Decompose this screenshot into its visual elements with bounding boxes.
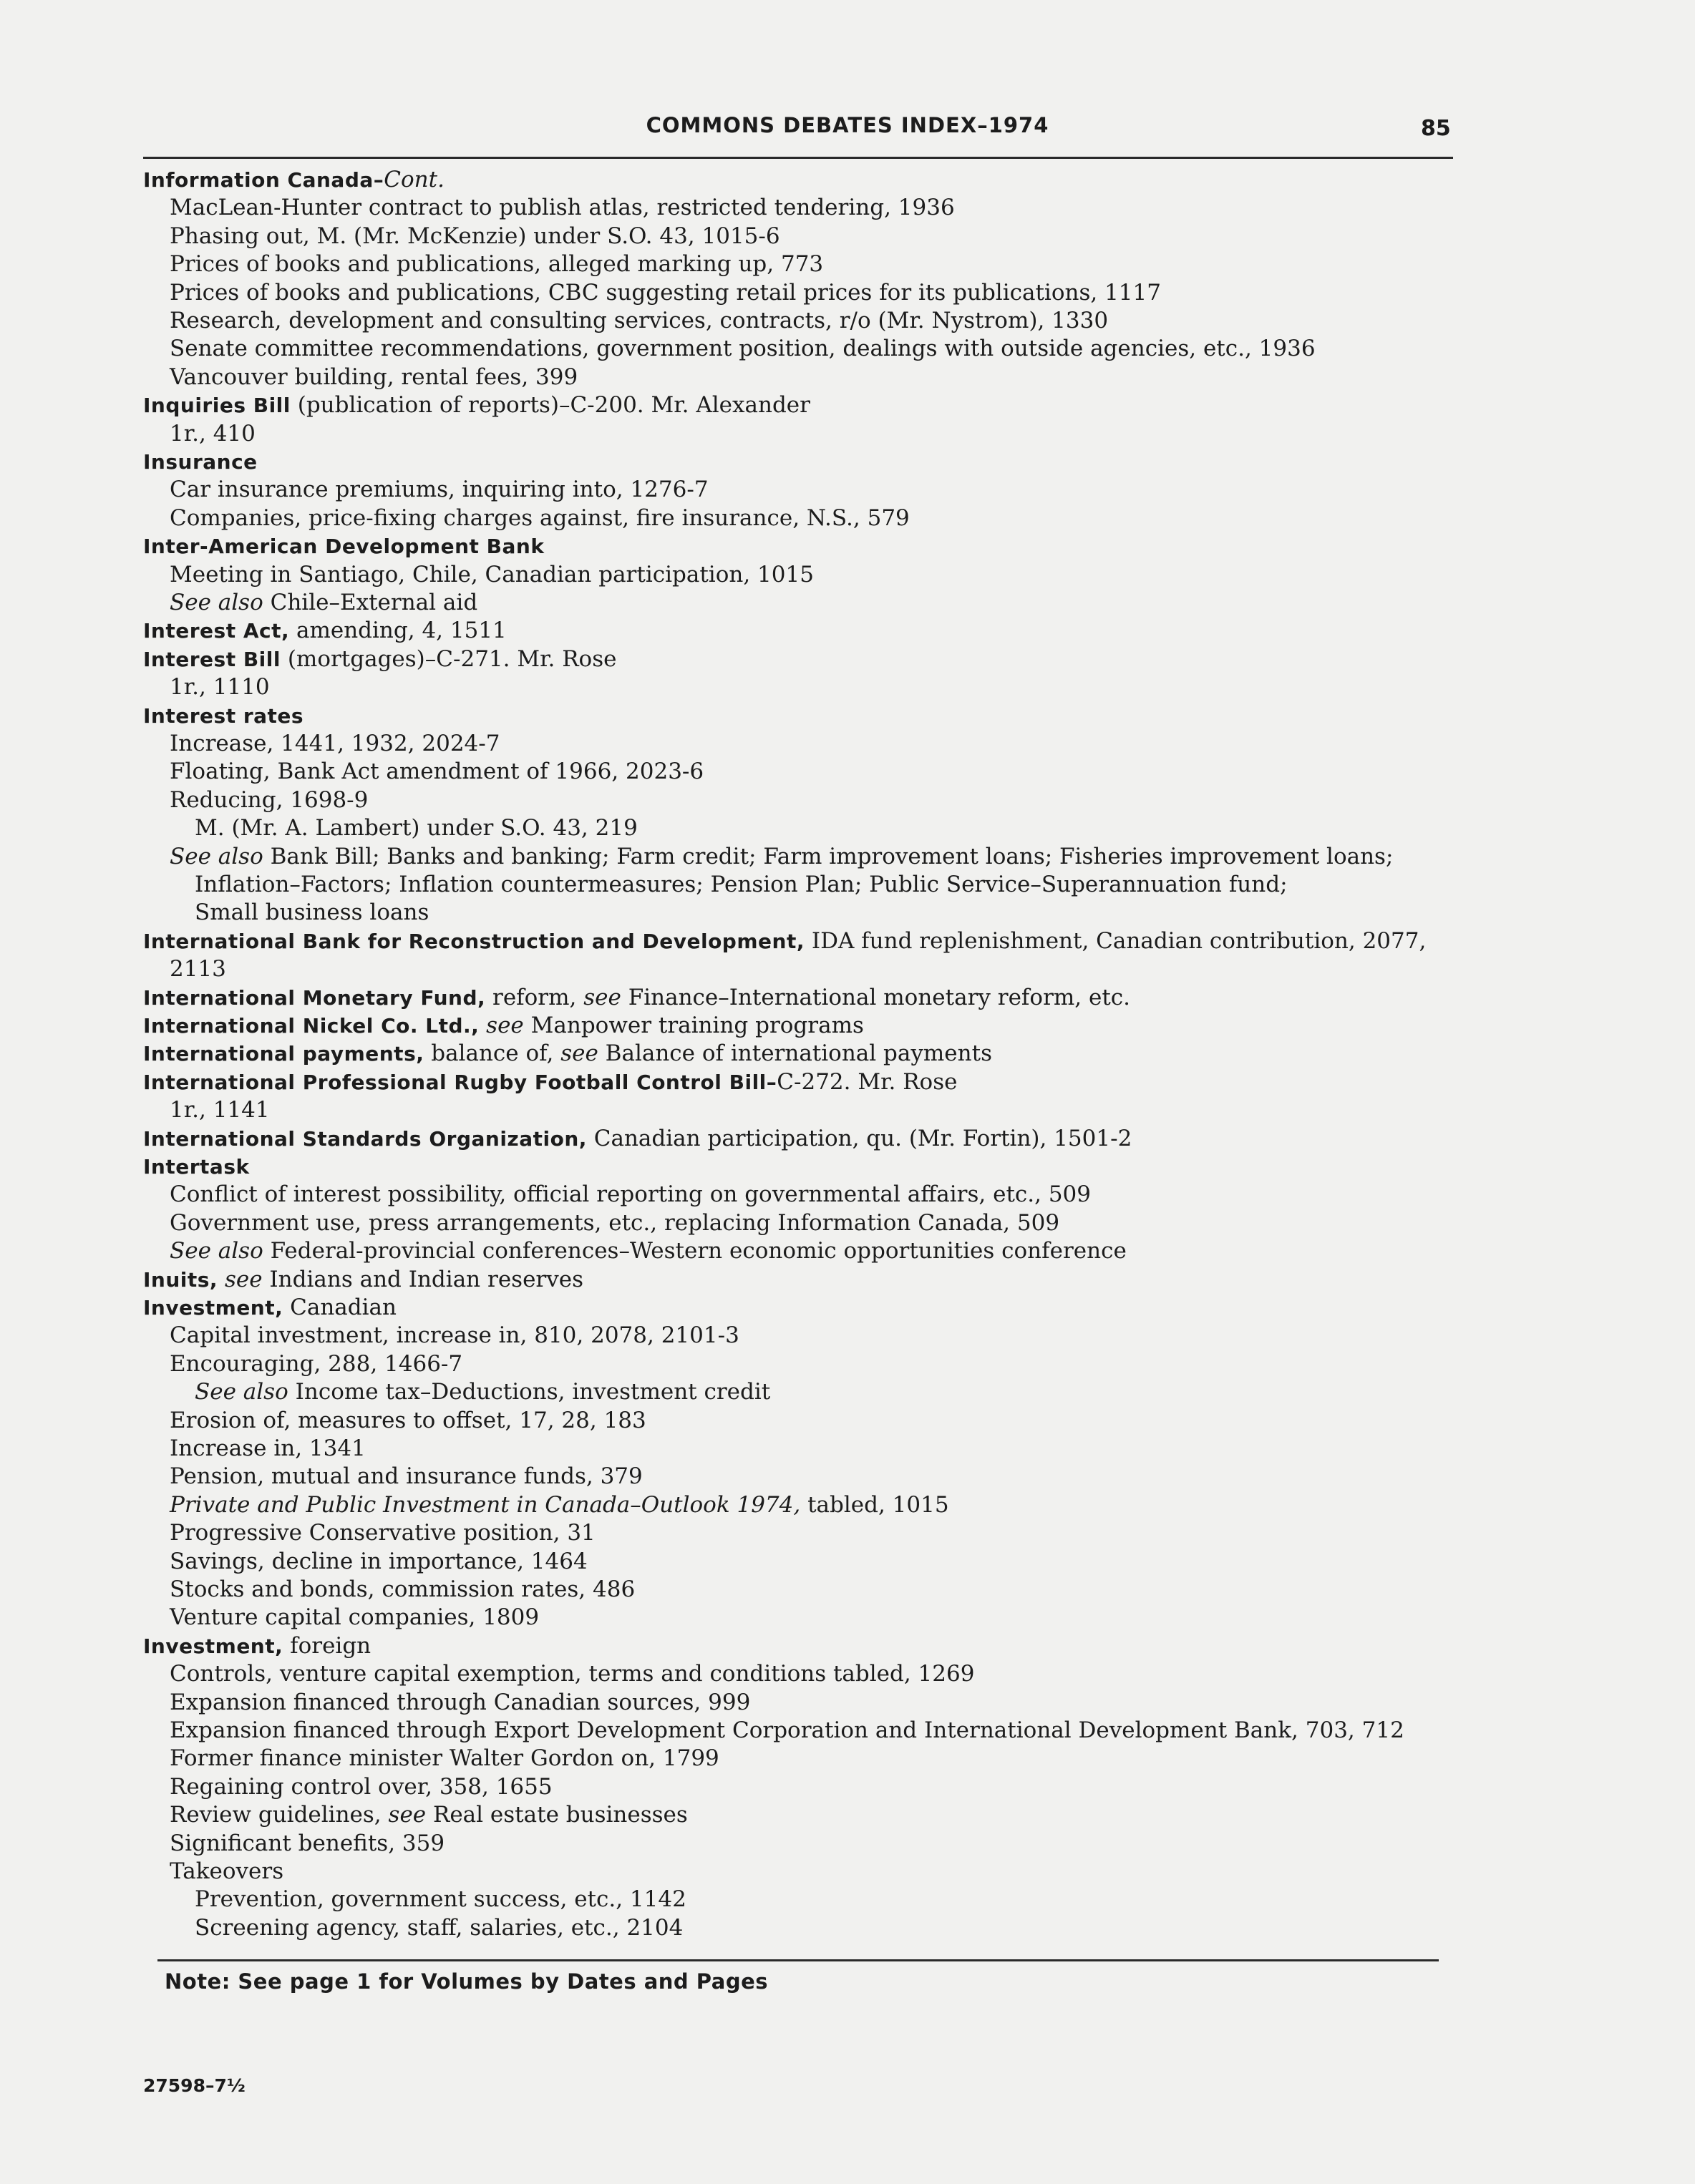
entry-text: Phasing out, M. (Mr. McKenzie) under S.O. 43, 1015-6 xyxy=(170,223,780,249)
index-line xyxy=(170,1237,1127,1265)
entry-text: Encouraging, 288, 1466-7 xyxy=(170,1350,463,1377)
entry-text: Regaining control over, 358, 1655 xyxy=(170,1773,553,1800)
entry-text: Canadian participation, qu. (Mr. Fortin), 1501-2 xyxy=(586,1125,1132,1151)
entry-heading: Inquiries Bill xyxy=(143,394,291,418)
entry-text: 2113 xyxy=(170,956,226,983)
index-line xyxy=(170,1407,646,1435)
entry-text: Screening agency, staff, salaries, etc., 2104 xyxy=(195,1914,684,1941)
index-line xyxy=(170,1322,739,1350)
entry-text: Manpower training programs xyxy=(523,1013,864,1038)
index-line xyxy=(143,1632,371,1660)
index-line xyxy=(143,1153,250,1181)
index-line xyxy=(170,1830,445,1858)
index-line xyxy=(170,673,270,701)
entry-text: Indians and Indian reserves xyxy=(262,1266,584,1292)
entry-text: amending, 4, 1511 xyxy=(289,618,507,644)
index-line xyxy=(170,1548,588,1576)
index-line xyxy=(143,391,810,419)
index-line xyxy=(170,955,226,983)
entry-text: Meeting in Santiago, Chile, Canadian participation, 1015 xyxy=(170,561,814,588)
entry-text: Prevention, government success, etc., 1142 xyxy=(195,1886,686,1913)
entry-text: Pension, mutual and insurance funds, 379 xyxy=(170,1463,643,1490)
index-line xyxy=(170,758,704,786)
italic-text: see xyxy=(560,1040,598,1067)
entry-text: Bank Bill; Banks and banking; Farm credit; Farm improvement loans; Fisheries improvement loans; xyxy=(263,843,1394,869)
entry-text: Floating, Bank Act amendment of 1966, 2023-6 xyxy=(170,759,704,785)
entry-text: Venture capital companies, 1809 xyxy=(170,1604,540,1631)
entry-heading: International Professional Rugby Football Control Bill– xyxy=(143,1070,777,1094)
entry-text: Review guidelines, xyxy=(170,1802,389,1828)
entry-text: Chile–External aid xyxy=(263,590,478,615)
index-line xyxy=(170,1745,719,1773)
entry-text: Real estate businesses xyxy=(426,1802,688,1828)
volumes-note: Note: See page 1 for Volumes by Dates and Pages xyxy=(165,1969,769,1994)
index-line xyxy=(170,307,1108,335)
entry-text: Conflict of interest possibility, official reporting on governmental affairs, etc., 509 xyxy=(170,1181,1091,1208)
entry-text: Research, development and consulting services, contracts, r/o (Mr. Nystrom), 1330 xyxy=(170,308,1109,333)
index-line xyxy=(170,194,955,222)
index-line xyxy=(143,532,544,560)
index-line xyxy=(170,504,910,532)
entry-text: Increase in, 1341 xyxy=(170,1435,366,1461)
entry-text: (publication of reports)–C-200. Mr. Alexander xyxy=(290,392,810,419)
entry-text: 1r., 1141 xyxy=(170,1097,270,1123)
index-line xyxy=(170,1576,635,1604)
index-line xyxy=(170,730,500,758)
entry-text: Inflation–Factors; Inflation countermeasures; Pension Plan; Public Service–Superannuation fund; xyxy=(195,872,1288,897)
entry-heading: Insurance xyxy=(143,450,258,474)
italic-text: see xyxy=(224,1266,263,1292)
entry-heading: Investment, xyxy=(143,1634,283,1658)
entry-text: Expansion financed through Export Development Corporation and International Development Bank, 703, 712 xyxy=(170,1717,1404,1743)
index-line xyxy=(143,645,616,673)
entry-text xyxy=(218,1267,225,1292)
index-line xyxy=(170,279,1161,307)
index-line xyxy=(170,843,1393,871)
index-line xyxy=(195,1378,770,1406)
entry-text: Income tax–Deductions, investment credit xyxy=(288,1379,771,1405)
entry-text: Savings, decline in importance, 1464 xyxy=(170,1548,588,1574)
index-line xyxy=(170,335,1316,363)
index-line xyxy=(143,1125,1132,1153)
entry-text: Increase, 1441, 1932, 2024-7 xyxy=(170,731,500,756)
page-number: 85 xyxy=(1421,116,1451,141)
index-line xyxy=(195,814,638,842)
index-line xyxy=(170,1096,270,1124)
index-line xyxy=(170,1181,1091,1209)
header-rule xyxy=(143,157,1453,159)
entry-text: Companies, price-fixing charges against, fire insurance, N.S., 579 xyxy=(170,504,910,531)
entry-text: Balance of international payments xyxy=(598,1040,992,1067)
index-line xyxy=(170,1519,596,1547)
entry-text: (mortgages)–C-271. Mr. Rose xyxy=(280,645,617,672)
entry-text: Federal-provincial conferences–Western economic opportunities conference xyxy=(263,1238,1127,1264)
index-line xyxy=(170,1858,283,1886)
entry-heading: Interest Bill xyxy=(143,647,281,671)
index-line xyxy=(143,166,445,194)
entry-heading: Interest rates xyxy=(143,703,304,728)
entry-text: Progressive Conservative position, 31 xyxy=(170,1520,596,1546)
entry-text: IDA fund replenishment, Canadian contribution, 2077, xyxy=(804,927,1427,954)
italic-text: Cont. xyxy=(384,167,445,192)
entry-text: Controls, venture capital exemption, terms and conditions tabled, 1269 xyxy=(170,1661,975,1687)
entry-text: M. (Mr. A. Lambert) under S.O. 43, 219 xyxy=(195,815,638,842)
entry-text: Finance–International monetary reform, etc. xyxy=(621,984,1131,1010)
italic-text: See also xyxy=(170,1238,263,1264)
index-line xyxy=(170,1435,366,1463)
index-line xyxy=(170,223,780,250)
index-line xyxy=(170,786,368,814)
index-line xyxy=(195,1886,686,1914)
index-line xyxy=(195,899,429,927)
index-line xyxy=(170,1604,539,1632)
entry-text: Significant benefits, 359 xyxy=(170,1830,445,1856)
entry-text: 1r., 410 xyxy=(170,420,256,447)
index-line xyxy=(170,364,578,391)
index-line xyxy=(170,1463,643,1491)
index-line xyxy=(170,1209,1059,1237)
entry-heading: International Monetary Fund, xyxy=(143,985,486,1010)
entry-heading: Intertask xyxy=(143,1155,250,1179)
italic-text: Private and Public Investment in Canada–Outlook 1974, xyxy=(170,1491,801,1518)
index-line xyxy=(143,1068,957,1096)
index-line xyxy=(143,1266,583,1294)
entry-text: 1r., 1110 xyxy=(170,674,270,701)
entry-text: Vancouver building, rental fees, 399 xyxy=(170,364,578,390)
entry-heading: International payments, xyxy=(143,1042,424,1066)
entry-text: Prices of books and publications, CBC suggesting retail prices for its publications, 1117 xyxy=(170,279,1161,306)
index-line xyxy=(170,1717,1404,1745)
entry-text: Small business loans xyxy=(195,900,429,926)
index-line xyxy=(195,1914,683,1942)
italic-text: See also xyxy=(195,1379,288,1405)
entry-heading: Investment, xyxy=(143,1296,283,1320)
entry-text: foreign xyxy=(283,1632,371,1659)
entry-heading: Inter-American Development Bank xyxy=(143,535,545,559)
entry-text: Takeovers xyxy=(170,1858,284,1884)
entry-text: Car insurance premiums, inquiring into, 1276-7 xyxy=(170,477,709,503)
entry-text: Government use, press arrangements, etc., replacing Information Canada, 509 xyxy=(170,1209,1060,1236)
index-line xyxy=(143,927,1426,955)
italic-text: see xyxy=(388,1802,427,1828)
index-line xyxy=(170,1660,974,1688)
index-line xyxy=(195,871,1288,899)
entry-heading: International Nickel Co. Ltd., xyxy=(143,1014,480,1038)
entry-heading: Information Canada– xyxy=(143,168,384,192)
index-line xyxy=(143,1294,397,1322)
entry-text: Stocks and bonds, commission rates, 486 xyxy=(170,1576,636,1602)
entry-heading: Inuits, xyxy=(143,1267,218,1292)
index-line xyxy=(143,617,507,645)
entry-text: Senate committee recommendations, government position, dealings with outside agencies, etc., 1936 xyxy=(170,336,1316,362)
entry-heading: International Standards Organization, xyxy=(143,1126,587,1151)
index-line xyxy=(170,561,814,589)
page-title: COMMONS DEBATES INDEX–1974 xyxy=(646,113,1049,137)
entry-text xyxy=(479,1013,486,1038)
entry-text: MacLean-Hunter contract to publish atlas, restricted tendering, 1936 xyxy=(170,195,955,221)
italic-text: See also xyxy=(170,590,263,615)
entry-text: balance of, xyxy=(424,1040,561,1067)
index-line xyxy=(143,1012,864,1040)
index-line xyxy=(170,1801,688,1829)
index-line xyxy=(170,589,477,617)
italic-text: see xyxy=(583,984,621,1010)
italic-text: see xyxy=(486,1013,524,1038)
entry-text: Former finance minister Walter Gordon on, 1799 xyxy=(170,1745,719,1772)
index-line xyxy=(143,984,1130,1012)
index-line xyxy=(143,448,258,476)
index-line xyxy=(170,1773,553,1801)
italic-text: See also xyxy=(170,843,263,869)
entry-text: Prices of books and publications, alleged marking up, 773 xyxy=(170,251,824,278)
index-line xyxy=(170,476,709,504)
entry-heading: International Bank for Reconstruction and Development, xyxy=(143,929,805,953)
print-code: 27598–7½ xyxy=(143,2075,246,2096)
footer-rule xyxy=(157,1959,1439,1961)
entry-heading: Interest Act, xyxy=(143,619,290,643)
entry-text: Capital investment, increase in, 810, 2078, 2101-3 xyxy=(170,1322,739,1349)
index-line xyxy=(170,250,823,278)
index-line xyxy=(170,1491,949,1519)
index-line xyxy=(143,702,303,730)
entry-text: reform, xyxy=(485,984,584,1010)
entry-text: Erosion of, measures to offset, 17, 28, 183 xyxy=(170,1407,646,1433)
entry-text: tabled, 1015 xyxy=(800,1491,949,1518)
entry-text: Expansion financed through Canadian sources, 999 xyxy=(170,1689,751,1715)
entry-text: Reducing, 1698-9 xyxy=(170,786,369,813)
entry-text: C-272. Mr. Rose xyxy=(777,1068,958,1095)
index-line xyxy=(170,420,256,448)
index-line xyxy=(170,1350,462,1378)
index-line xyxy=(170,1689,750,1717)
index-line xyxy=(143,1040,992,1068)
entry-text: Canadian xyxy=(283,1295,397,1320)
